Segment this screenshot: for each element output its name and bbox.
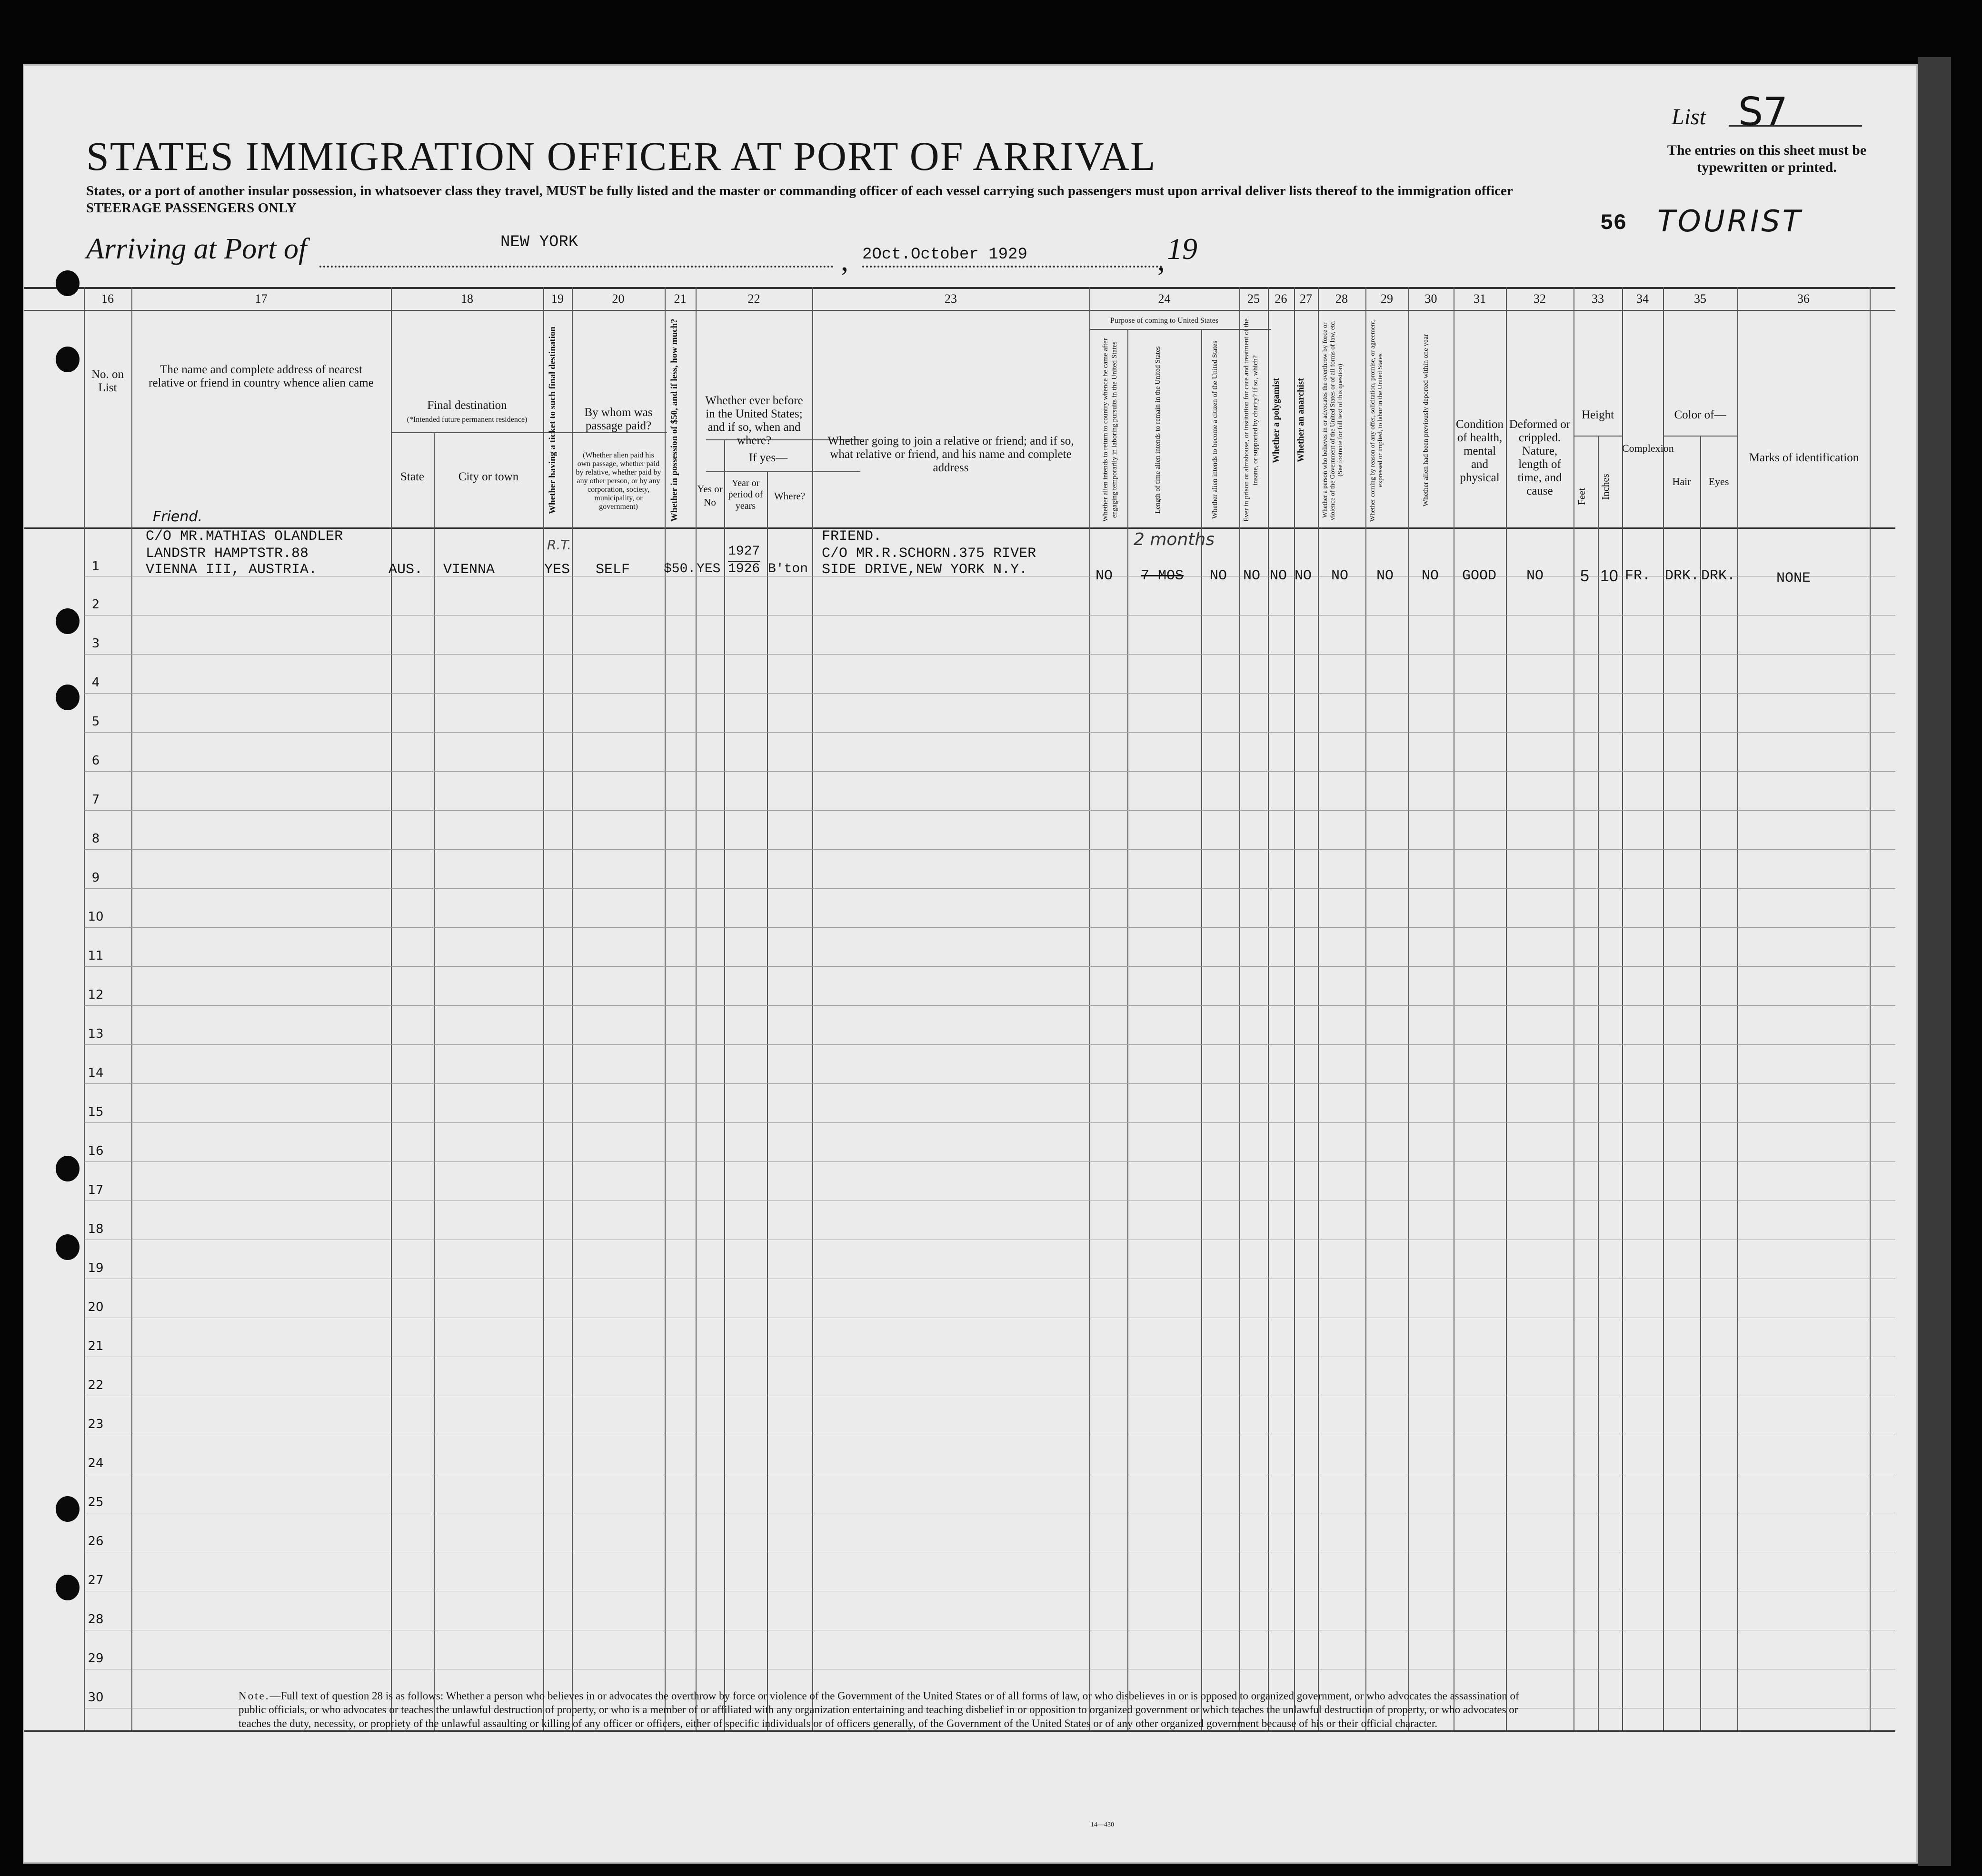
- relative-address-line: VIENNA III, AUSTRIA.: [146, 562, 318, 578]
- header-prison: Ever in prison or almshouse, or institution for care and treatment of the insane, or supported by charity? If so, which?: [1243, 318, 1259, 522]
- row-number: 28: [88, 1612, 104, 1627]
- comma-mark: ,: [841, 243, 848, 277]
- header-state: State: [400, 470, 424, 483]
- col-number: 31: [1474, 292, 1486, 306]
- row-number: 5: [91, 715, 100, 729]
- col-rule: [1737, 287, 1738, 1730]
- col-rule: [1318, 287, 1319, 1730]
- destination-city: VIENNA: [443, 562, 495, 578]
- col-rule: [1506, 287, 1507, 1730]
- join-relative-line: C/O MR.R.SCHORN.375 RIVER: [822, 546, 1036, 562]
- instructions-line: States, or a port of another insular possession, in whatsoever class they travel, MUST be fully listed and the master or commanding officer of each vessel carrying such passengers must upon arrival deliver lists thereof to the immigration officer: [86, 183, 1513, 199]
- row-rule: [84, 888, 1895, 889]
- port-label: Arriving at Port of: [86, 233, 307, 265]
- binder-hole: [56, 1575, 80, 1600]
- table-top-rule: [24, 287, 1895, 289]
- header-health: Condition of health, mental and physical: [1455, 418, 1504, 484]
- header-destination-note: (*Intended future permanent residence): [407, 416, 528, 424]
- binder-hole: [56, 347, 80, 372]
- binder-hole: [56, 608, 80, 634]
- prison-value: NO: [1243, 568, 1261, 584]
- row-number: 25: [88, 1495, 104, 1509]
- manifest-sheet: [23, 64, 1918, 1864]
- col-rule: [1622, 287, 1623, 1730]
- col-rule: [1365, 287, 1366, 1730]
- binder-hole: [56, 270, 80, 296]
- row-number: 15: [88, 1105, 104, 1119]
- date-underline: [862, 266, 1162, 268]
- binder-hole: [56, 1496, 80, 1522]
- row-number: 11: [88, 949, 104, 963]
- row-rule: [84, 1083, 1895, 1084]
- header-inches: Inches: [1600, 474, 1611, 500]
- header-final-destination: Final destination: [427, 399, 507, 412]
- return-temporary-value: NO: [1096, 568, 1113, 584]
- header-marks: Marks of identification: [1749, 451, 1859, 464]
- health-value: GOOD: [1462, 568, 1497, 584]
- col-number: 35: [1694, 292, 1706, 306]
- row-rule: [84, 1005, 1895, 1006]
- col-number: 29: [1381, 292, 1393, 306]
- height-inches-value: 10: [1600, 567, 1618, 585]
- footnote-text: —Full text of question 28 is as follows: Whether a person who believes in or advocates the overthrow by force or violence of the Government of the United States or of all forms of law, or who disbelieves in or is opposed to organized government, or who advocates the assassination of public officials, or who advocates or teaches the unlawful destruction of property, or who is a member of or affiliated with any organization entertaining and teaching disbelief in or opposition to organized government or which teaches the unlawful destruction of property, or who advocates or teaches the duty, necessity, or propriety of the unlawful assaulting or killing of any officer or officers, either of specific individuals or of officers generally, of the Government of the United States or of any other organized government because of his or their official character.: [239, 1690, 1519, 1729]
- header-ticket: Whether having a ticket to such final destination: [548, 327, 558, 514]
- row-number: 30: [88, 1690, 104, 1705]
- col-rule: [572, 287, 573, 1730]
- list-number-handwritten: S7: [1738, 89, 1788, 135]
- col-number: 18: [461, 292, 473, 306]
- col-rule: [665, 287, 666, 1730]
- row-rule: [84, 927, 1895, 928]
- marks-value: NONE: [1776, 570, 1811, 586]
- row-rule: [84, 849, 1895, 850]
- col-rule: [1089, 287, 1090, 1730]
- col-rule: [1408, 287, 1409, 1730]
- form-number: 14—430: [1091, 1821, 1114, 1828]
- col-number: 22: [747, 292, 760, 306]
- row-number: 3: [91, 636, 100, 651]
- header-purpose: Purpose of coming to United States: [1110, 317, 1219, 325]
- header-where: Where?: [774, 490, 806, 502]
- col-number: 33: [1592, 292, 1604, 306]
- citizen-value: NO: [1210, 568, 1227, 584]
- header-ever-before: Whether ever before in the United States; and if so, when and where?: [705, 394, 803, 447]
- form-title: STATES IMMIGRATION OFFICER AT PORT OF ARRIVAL: [86, 133, 1156, 179]
- col-rule: [1294, 287, 1295, 1730]
- col-number: 26: [1275, 292, 1287, 306]
- height-feet-value: 5: [1580, 567, 1589, 585]
- row-number: 10: [88, 910, 104, 924]
- header-passage-paid: By whom was passage paid?: [584, 406, 653, 432]
- header-hair: Hair: [1672, 476, 1691, 487]
- row-number: 1: [91, 559, 100, 574]
- row-rule: [84, 732, 1895, 733]
- col-rule: [767, 471, 768, 1730]
- form-instructions: [86, 182, 1695, 217]
- row-rule: [84, 1122, 1895, 1123]
- row-number: 17: [88, 1183, 104, 1197]
- comma-mark: ,: [1157, 243, 1165, 277]
- length-value: 7 MOS: [1141, 568, 1184, 584]
- header-overthrow: Whether a person who believes in or advocates the overthrow by force or violence of the Government of the United States or of all forms of law, etc. (See footnote for full text of this question): [1322, 320, 1344, 520]
- ticket-annotation: R.T.: [547, 537, 572, 553]
- money-value: $50.: [664, 562, 696, 576]
- header-fifty-dollars: Whether in possession of $50, and if less, how much?: [669, 318, 679, 522]
- arrival-date: 2Oct.October 1929: [862, 246, 1027, 264]
- port-underline: [319, 266, 834, 268]
- header-deformed: Deformed or crippled. Nature, length of time, and cause: [1509, 418, 1571, 497]
- row-number: 18: [88, 1222, 104, 1236]
- relative-address-line: C/O MR.MATHIAS OLANDLER: [146, 528, 343, 545]
- row-number: 23: [88, 1417, 104, 1431]
- col-rule: [1700, 436, 1701, 1730]
- col-rule: [1239, 287, 1240, 1730]
- row-number: 21: [88, 1339, 104, 1353]
- col-number: 32: [1534, 292, 1546, 306]
- row-number: 9: [91, 871, 100, 885]
- row-rule: [84, 771, 1895, 772]
- header-passage-note: (Whether alien paid his own passage, whether paid by relative, whether paid by any other person, or by any corporation, society, municipality, or government): [576, 451, 661, 511]
- row-number: 2: [91, 597, 100, 612]
- row-number: 6: [91, 754, 100, 768]
- manifest-table: [24, 287, 1895, 1741]
- header-deported: Whether alien had been previously deported within one year: [1422, 334, 1430, 507]
- port-value: NEW YORK: [500, 233, 578, 251]
- join-relative-line: SIDE DRIVE,NEW YORK N.Y.: [822, 562, 1028, 578]
- eyes-value: DRK.: [1701, 568, 1736, 584]
- footnote: [239, 1689, 1548, 1730]
- relative-annotation: Friend.: [153, 508, 202, 525]
- header-yes-no: Yes or No: [697, 483, 723, 508]
- page-edge: [1918, 57, 1951, 1866]
- binder-hole: [56, 1156, 80, 1181]
- col-number: 17: [255, 292, 268, 306]
- row-number: 7: [91, 793, 100, 807]
- column-number-rule: [24, 310, 1895, 311]
- col-number: 36: [1797, 292, 1810, 306]
- row-number: 26: [88, 1534, 104, 1548]
- row-number: 14: [88, 1066, 104, 1080]
- complexion-value: FR.: [1625, 568, 1651, 584]
- row-number: 20: [88, 1300, 104, 1314]
- row-number: 4: [91, 675, 100, 690]
- row-rule: [84, 1161, 1895, 1162]
- col-rule: [1268, 287, 1269, 1730]
- header-no-on-list: No. on List: [91, 368, 124, 394]
- where-value: B'ton: [768, 562, 808, 576]
- join-relative-line: FRIEND.: [822, 528, 882, 545]
- binder-hole: [56, 1234, 80, 1260]
- col-rule: [812, 287, 813, 1730]
- row-number: 27: [88, 1573, 104, 1588]
- header-relative-address: The name and complete address of nearest relative or friend in country whence alien came: [149, 363, 374, 389]
- row-number: 19: [88, 1261, 104, 1275]
- typewritten-note: The entries on this sheet must be typewritten or printed.: [1667, 142, 1867, 175]
- header-period: Year or period of years: [728, 478, 763, 511]
- header-return-temporary: Whether alien intends to return to country whence he came after engaging temporarily in laboring pursuits in the United States: [1102, 338, 1118, 522]
- header-complexion: Complexion: [1622, 442, 1674, 454]
- col-rule: [1870, 287, 1871, 1730]
- header-height: Height: [1581, 408, 1614, 421]
- col-number: 27: [1300, 292, 1312, 306]
- row-rule: [84, 966, 1895, 967]
- row-rule: [84, 1044, 1895, 1045]
- relative-address-line: LANDSTR HAMPTSTR.88: [146, 546, 309, 562]
- years-value: 1926: [728, 562, 760, 576]
- header-labor-offer: Whether coming by reason of any offer, solicitation, promise, or agreement, expressed or implied, to labor in the United States: [1369, 319, 1384, 522]
- col-number: 30: [1424, 292, 1437, 306]
- col-number: 25: [1247, 292, 1260, 306]
- col-rule: [1663, 287, 1664, 1730]
- year-label: 19: [1167, 232, 1197, 266]
- header-anarchist: Whether an anarchist: [1296, 378, 1306, 463]
- col-number: 21: [674, 292, 687, 306]
- col-number: 23: [945, 292, 957, 306]
- deported-value: NO: [1422, 568, 1439, 584]
- steerage-line: STEERAGE PASSENGERS ONLY: [86, 200, 297, 216]
- col-number: 16: [101, 292, 114, 306]
- header-polygamist: Whether a polygamist: [1271, 377, 1281, 463]
- header-if-yes: If yes—: [748, 451, 788, 464]
- class-number: 56: [1600, 211, 1627, 236]
- list-label: List: [1672, 104, 1706, 129]
- header-eyes: Eyes: [1708, 476, 1729, 487]
- overthrow-value: NO: [1331, 568, 1349, 584]
- years-value: 1927: [728, 544, 760, 559]
- footnote-lead: Note.: [239, 1690, 270, 1702]
- class-handwritten: TOURIST: [1657, 204, 1803, 238]
- labor-offer-value: NO: [1376, 568, 1394, 584]
- length-annotation: 2 months: [1134, 530, 1215, 549]
- header-feet: Feet: [1576, 487, 1587, 506]
- passage-paid-by: SELF: [596, 562, 630, 578]
- row-number: 24: [88, 1456, 104, 1470]
- row-number: 22: [88, 1378, 104, 1392]
- before-in-us-value: YES: [697, 562, 721, 576]
- col-number: 34: [1636, 292, 1649, 306]
- row-number: 13: [88, 1027, 104, 1041]
- header-color-of: Color of—: [1674, 408, 1726, 421]
- row-rule: [84, 654, 1895, 655]
- col-rule: [391, 287, 392, 1730]
- ticket-value: YES: [544, 562, 570, 578]
- row-rule: [84, 693, 1895, 694]
- anarchist-value: NO: [1295, 568, 1312, 584]
- col-rule: [434, 432, 435, 1730]
- row-number: 8: [91, 832, 100, 846]
- header-length-stay: Length of time alien intends to remain in the United States: [1154, 346, 1162, 514]
- row-rule: [84, 810, 1895, 811]
- header-join-relative: Whether going to join a relative or friend; and if so, what relative or friend, and his name and complete address: [827, 435, 1074, 474]
- col-rule: [543, 287, 544, 1730]
- col-number: 20: [612, 292, 625, 306]
- col-number: 19: [551, 292, 564, 306]
- header-become-citizen: Whether alien intends to become a citizen of the United States: [1211, 340, 1219, 519]
- col-rule: [1598, 436, 1599, 1730]
- col-rule: [724, 439, 725, 1730]
- polygamist-value: NO: [1270, 568, 1287, 584]
- row-number: 16: [88, 1144, 104, 1158]
- table-bottom-rule: [24, 1730, 1895, 1732]
- hair-value: DRK.: [1665, 568, 1700, 584]
- col-rule: [84, 287, 85, 1730]
- binder-hole: [56, 685, 80, 710]
- row-number: 29: [88, 1651, 104, 1666]
- col-rule: [131, 287, 132, 1730]
- header-city: City or town: [458, 470, 519, 483]
- deformed-value: NO: [1526, 568, 1544, 584]
- destination-state: AUS.: [388, 562, 423, 578]
- col-number: 28: [1335, 292, 1348, 306]
- col-number: 24: [1158, 292, 1171, 306]
- col-rule: [1127, 329, 1128, 1730]
- row-number: 12: [88, 988, 104, 1002]
